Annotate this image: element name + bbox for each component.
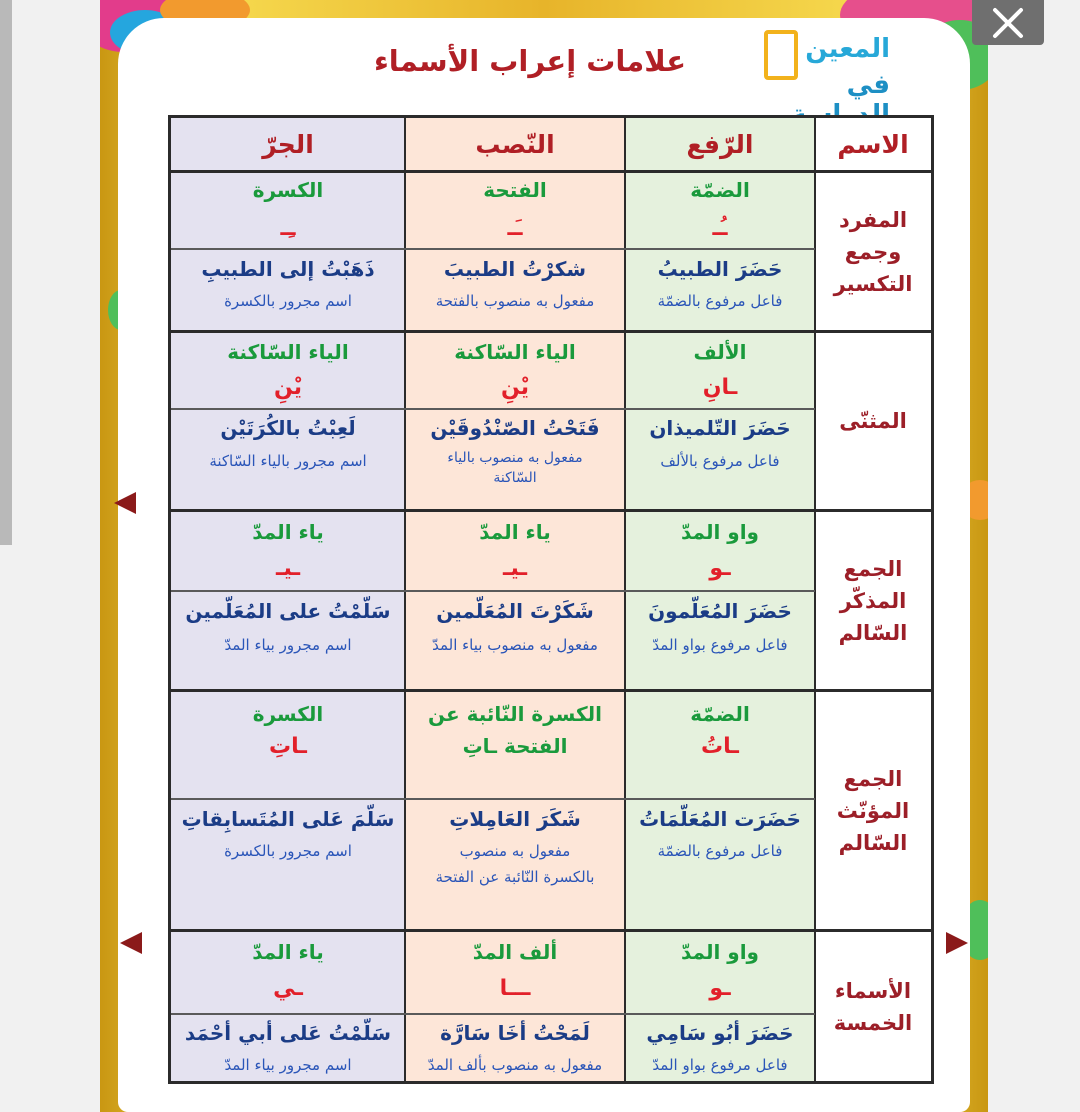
example-sentence: سَلّمْتُ على المُعَلّمين <box>185 599 391 623</box>
example-note: فاعل مرفوع بالضمّة <box>657 292 783 310</box>
ending-symbol: ـو <box>709 556 731 581</box>
example-sentence: شَكَرَ العَامِلاتِ <box>449 807 581 831</box>
ending-symbol: ـي <box>273 976 303 1001</box>
poster-title: علامات إعراب الأسماء <box>373 44 687 78</box>
row-label-five-nouns: الأسماء الخمسة <box>833 978 913 1035</box>
divider <box>171 408 815 410</box>
example-sentence: حَضَرَت المُعَلّمَاتُ <box>639 807 801 831</box>
triangle-marker <box>120 932 142 954</box>
example-note: مفعول به منصوب بألف المدّ <box>427 1056 603 1074</box>
example-note: فاعل مرفوع بالضمّة <box>657 842 783 860</box>
mark-text: ياء المدّ <box>479 520 551 544</box>
example-note: مفعول به منصوب بياء المدّ <box>432 636 598 654</box>
example-sentence: حَضَرَ المُعَلّمونَ <box>648 599 792 623</box>
example-note: اسم مجرور بالكسرة <box>224 292 352 310</box>
ending-symbol: ـاتِ <box>269 734 307 759</box>
example-note: فاعل مرفوع بواو المدّ <box>652 1056 788 1074</box>
divider <box>171 798 815 800</box>
header-jarr: الجرّ <box>262 129 314 159</box>
mark-text: واو المدّ <box>680 520 759 544</box>
mark-text: الضمّة <box>690 178 750 202</box>
row-label-mufrad: المفرد وجمع التكسير <box>833 207 913 296</box>
header-nasb: النّصب <box>475 129 555 159</box>
example-sentence: فَتَحْتُ الصّنْدُوقَيْن <box>430 416 600 440</box>
example-sentence: سَلّمَ عَلى المُتَسابِقاتِ <box>181 807 395 831</box>
example-sentence: حَضَرَ أبُو سَامِي <box>646 1021 794 1045</box>
mark-text: ياء المدّ <box>252 520 324 544</box>
example-note: اسم مجرور بياء المدّ <box>224 636 352 654</box>
example-sentence: حَضَرَ الطبيبُ <box>657 257 783 281</box>
mark-text: الكسرة <box>252 702 324 726</box>
close-x-icon <box>991 6 1025 40</box>
ending-symbol: ـو <box>709 976 731 1001</box>
divider <box>171 248 815 250</box>
header-ism: الاسم <box>837 129 909 159</box>
example-note: مفعول به منصوب بالياء السّاكنة <box>447 450 583 486</box>
ending-symbol: يْنِ <box>273 375 303 400</box>
ending-symbol: ـاتُ <box>701 734 739 759</box>
ending-symbol: ـَـ <box>507 216 523 241</box>
row-label-muthanna: المثنّى <box>839 409 907 433</box>
mark-text: ألف المدّ <box>472 940 558 964</box>
triangle-marker <box>114 492 136 514</box>
mark-text: الفتحة <box>483 178 547 202</box>
left-panel-edge <box>0 0 12 545</box>
example-sentence: سَلّمْتُ عَلى أبي أحْمَد <box>184 1021 392 1045</box>
mark-text: الكسرة النّائبة عن الفتحة ـاتِ <box>427 702 603 758</box>
ending-symbol: ـُـ <box>712 216 728 241</box>
row-label-masc-plural: الجمع المذكّر السّالم <box>838 556 908 645</box>
example-note: اسم مجرور بياء المدّ <box>224 1056 352 1074</box>
example-sentence: شَكَرْتَ المُعَلّمين <box>436 599 594 623</box>
mark-text: الضمّة <box>690 702 750 726</box>
example-note: اسم مجرور بالكسرة <box>224 842 352 860</box>
ending-symbol: يْنِ <box>500 375 530 400</box>
ending-symbol: ـيـ <box>502 556 528 581</box>
example-note: اسم مجرور بالياء السّاكنة <box>209 452 367 470</box>
ending-symbol: ـانِ <box>702 375 738 400</box>
example-note: فاعل مرفوع بواو المدّ <box>652 636 788 654</box>
example-note: مفعول به منصوب بالكسرة النّائبة عن الفتحة <box>435 842 595 886</box>
row-label-fem-plural: الجمع المؤنّث السّالم <box>836 766 910 855</box>
mark-text: الألف <box>693 340 747 364</box>
mark-text: ياء المدّ <box>252 940 324 964</box>
logo-line2: في <box>846 70 890 100</box>
ending-symbol: ـيـ <box>275 556 301 581</box>
example-note: مفعول به منصوب بالفتحة <box>435 292 595 310</box>
example-note: فاعل مرفوع بالألف <box>660 452 780 470</box>
mark-text: الكسرة <box>252 178 324 202</box>
ending-symbol: ـــا <box>499 976 531 1001</box>
grammar-table <box>168 115 934 1084</box>
poster-image <box>100 0 988 1112</box>
mark-text: واو المدّ <box>680 940 759 964</box>
example-sentence: حَضَرَ التّلميذان <box>649 416 791 440</box>
example-sentence: لَعِبْتُ بالكُرَتَيْن <box>220 416 356 440</box>
mark-text: الياء السّاكنة <box>227 340 349 364</box>
triangle-marker <box>946 932 968 954</box>
logo-line1: المعين <box>805 34 890 64</box>
example-sentence: شكرْتُ الطبيبَ <box>443 257 587 281</box>
mark-text: الياء السّاكنة <box>454 340 576 364</box>
ending-symbol: ـِـ <box>280 216 296 241</box>
logo <box>758 28 898 110</box>
example-sentence: لَمَحْتُ أخَا سَارَّة <box>440 1021 590 1045</box>
divider <box>171 590 815 592</box>
example-sentence: ذَهَبْتُ إلى الطبيبِ <box>201 257 375 281</box>
close-button[interactable] <box>972 0 1044 45</box>
divider <box>171 1013 815 1015</box>
header-raf: الرّفع <box>686 129 754 159</box>
